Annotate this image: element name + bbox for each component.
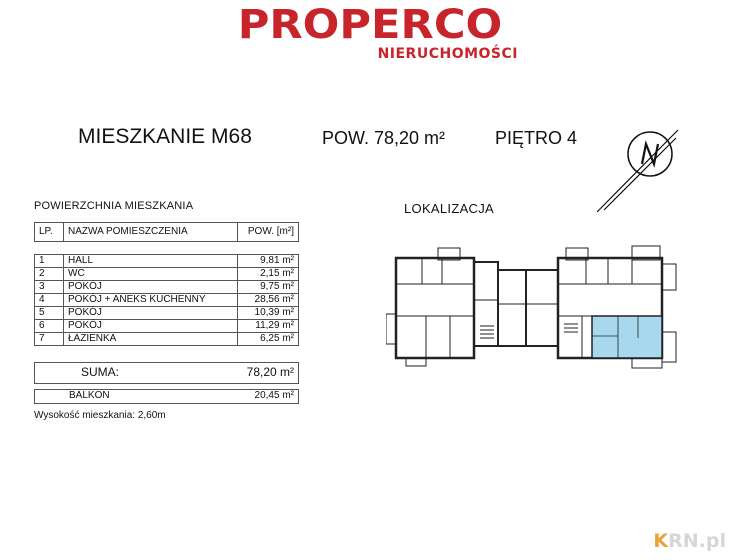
balcony-box	[34, 389, 299, 404]
watermark-k: K	[653, 530, 669, 552]
apartment-floor: PIĘTRO 4	[495, 128, 578, 148]
cell-name: POKÓJ + ANEKS KUCHENNY	[64, 294, 238, 307]
cell-area: 10,39 m²	[238, 307, 299, 320]
watermark	[653, 530, 726, 552]
cell-area: 28,56 m²	[238, 294, 299, 307]
cell-name: WC	[64, 268, 238, 281]
sum-label: SUMA:	[81, 365, 120, 379]
cell-name: HALL	[64, 255, 238, 268]
table-row	[35, 333, 299, 346]
brand-logo-subtitle: NIERUCHOMOŚCI	[377, 46, 518, 62]
table-row	[35, 255, 299, 268]
watermark-rest: RN.pl	[668, 530, 726, 552]
column-header-name: NAZWA POMIESZCZENIA	[64, 223, 238, 242]
cell-lp: 3	[35, 281, 64, 294]
column-header-lp: LP.	[35, 223, 64, 242]
cell-name: POKÓJ	[64, 281, 238, 294]
cell-lp: 6	[35, 320, 64, 333]
apartment-area: POW. 78,20 m²	[322, 128, 446, 148]
height-note: Wysokość mieszkania: 2,60m	[34, 410, 166, 421]
cell-name: ŁAZIENKA	[64, 333, 238, 346]
cell-area: 9,81 m²	[238, 255, 299, 268]
cell-name: POKÓJ	[64, 320, 238, 333]
cell-lp: 5	[35, 307, 64, 320]
balcony-value: 20,45 m²	[254, 390, 294, 401]
highlighted-apartment	[592, 316, 662, 358]
cell-lp: 4	[35, 294, 64, 307]
table-header-row	[35, 223, 299, 242]
table-row	[35, 268, 299, 281]
spacer-row	[35, 242, 299, 255]
sum-box	[34, 362, 299, 384]
cell-lp: 1	[35, 255, 64, 268]
table-row	[35, 320, 299, 333]
cell-name: POKÓJ	[64, 307, 238, 320]
cell-area: 6,25 m²	[238, 333, 299, 346]
cell-area: 11,29 m²	[238, 320, 299, 333]
location-label: LOKALIZACJA	[404, 201, 494, 216]
rooms-table	[34, 222, 299, 346]
balcony-label: BALKON	[69, 390, 110, 401]
section-label: POWIERZCHNIA MIESZKANIA	[34, 200, 194, 212]
table-row	[35, 281, 299, 294]
table-row	[35, 307, 299, 320]
north-arrow-icon	[592, 126, 684, 216]
apartment-title: MIESZKANIE M68	[78, 125, 252, 148]
column-header-area: POW. [m²]	[238, 223, 299, 242]
cell-area: 2,15 m²	[238, 268, 299, 281]
sum-value: 78,20 m²	[246, 365, 294, 379]
cell-lp: 2	[35, 268, 64, 281]
cell-lp: 7	[35, 333, 64, 346]
cell-area: 9,75 m²	[238, 281, 299, 294]
table-row	[35, 294, 299, 307]
brand-logo: PROPERCO	[237, 2, 503, 48]
building-floor-plan	[386, 244, 688, 372]
